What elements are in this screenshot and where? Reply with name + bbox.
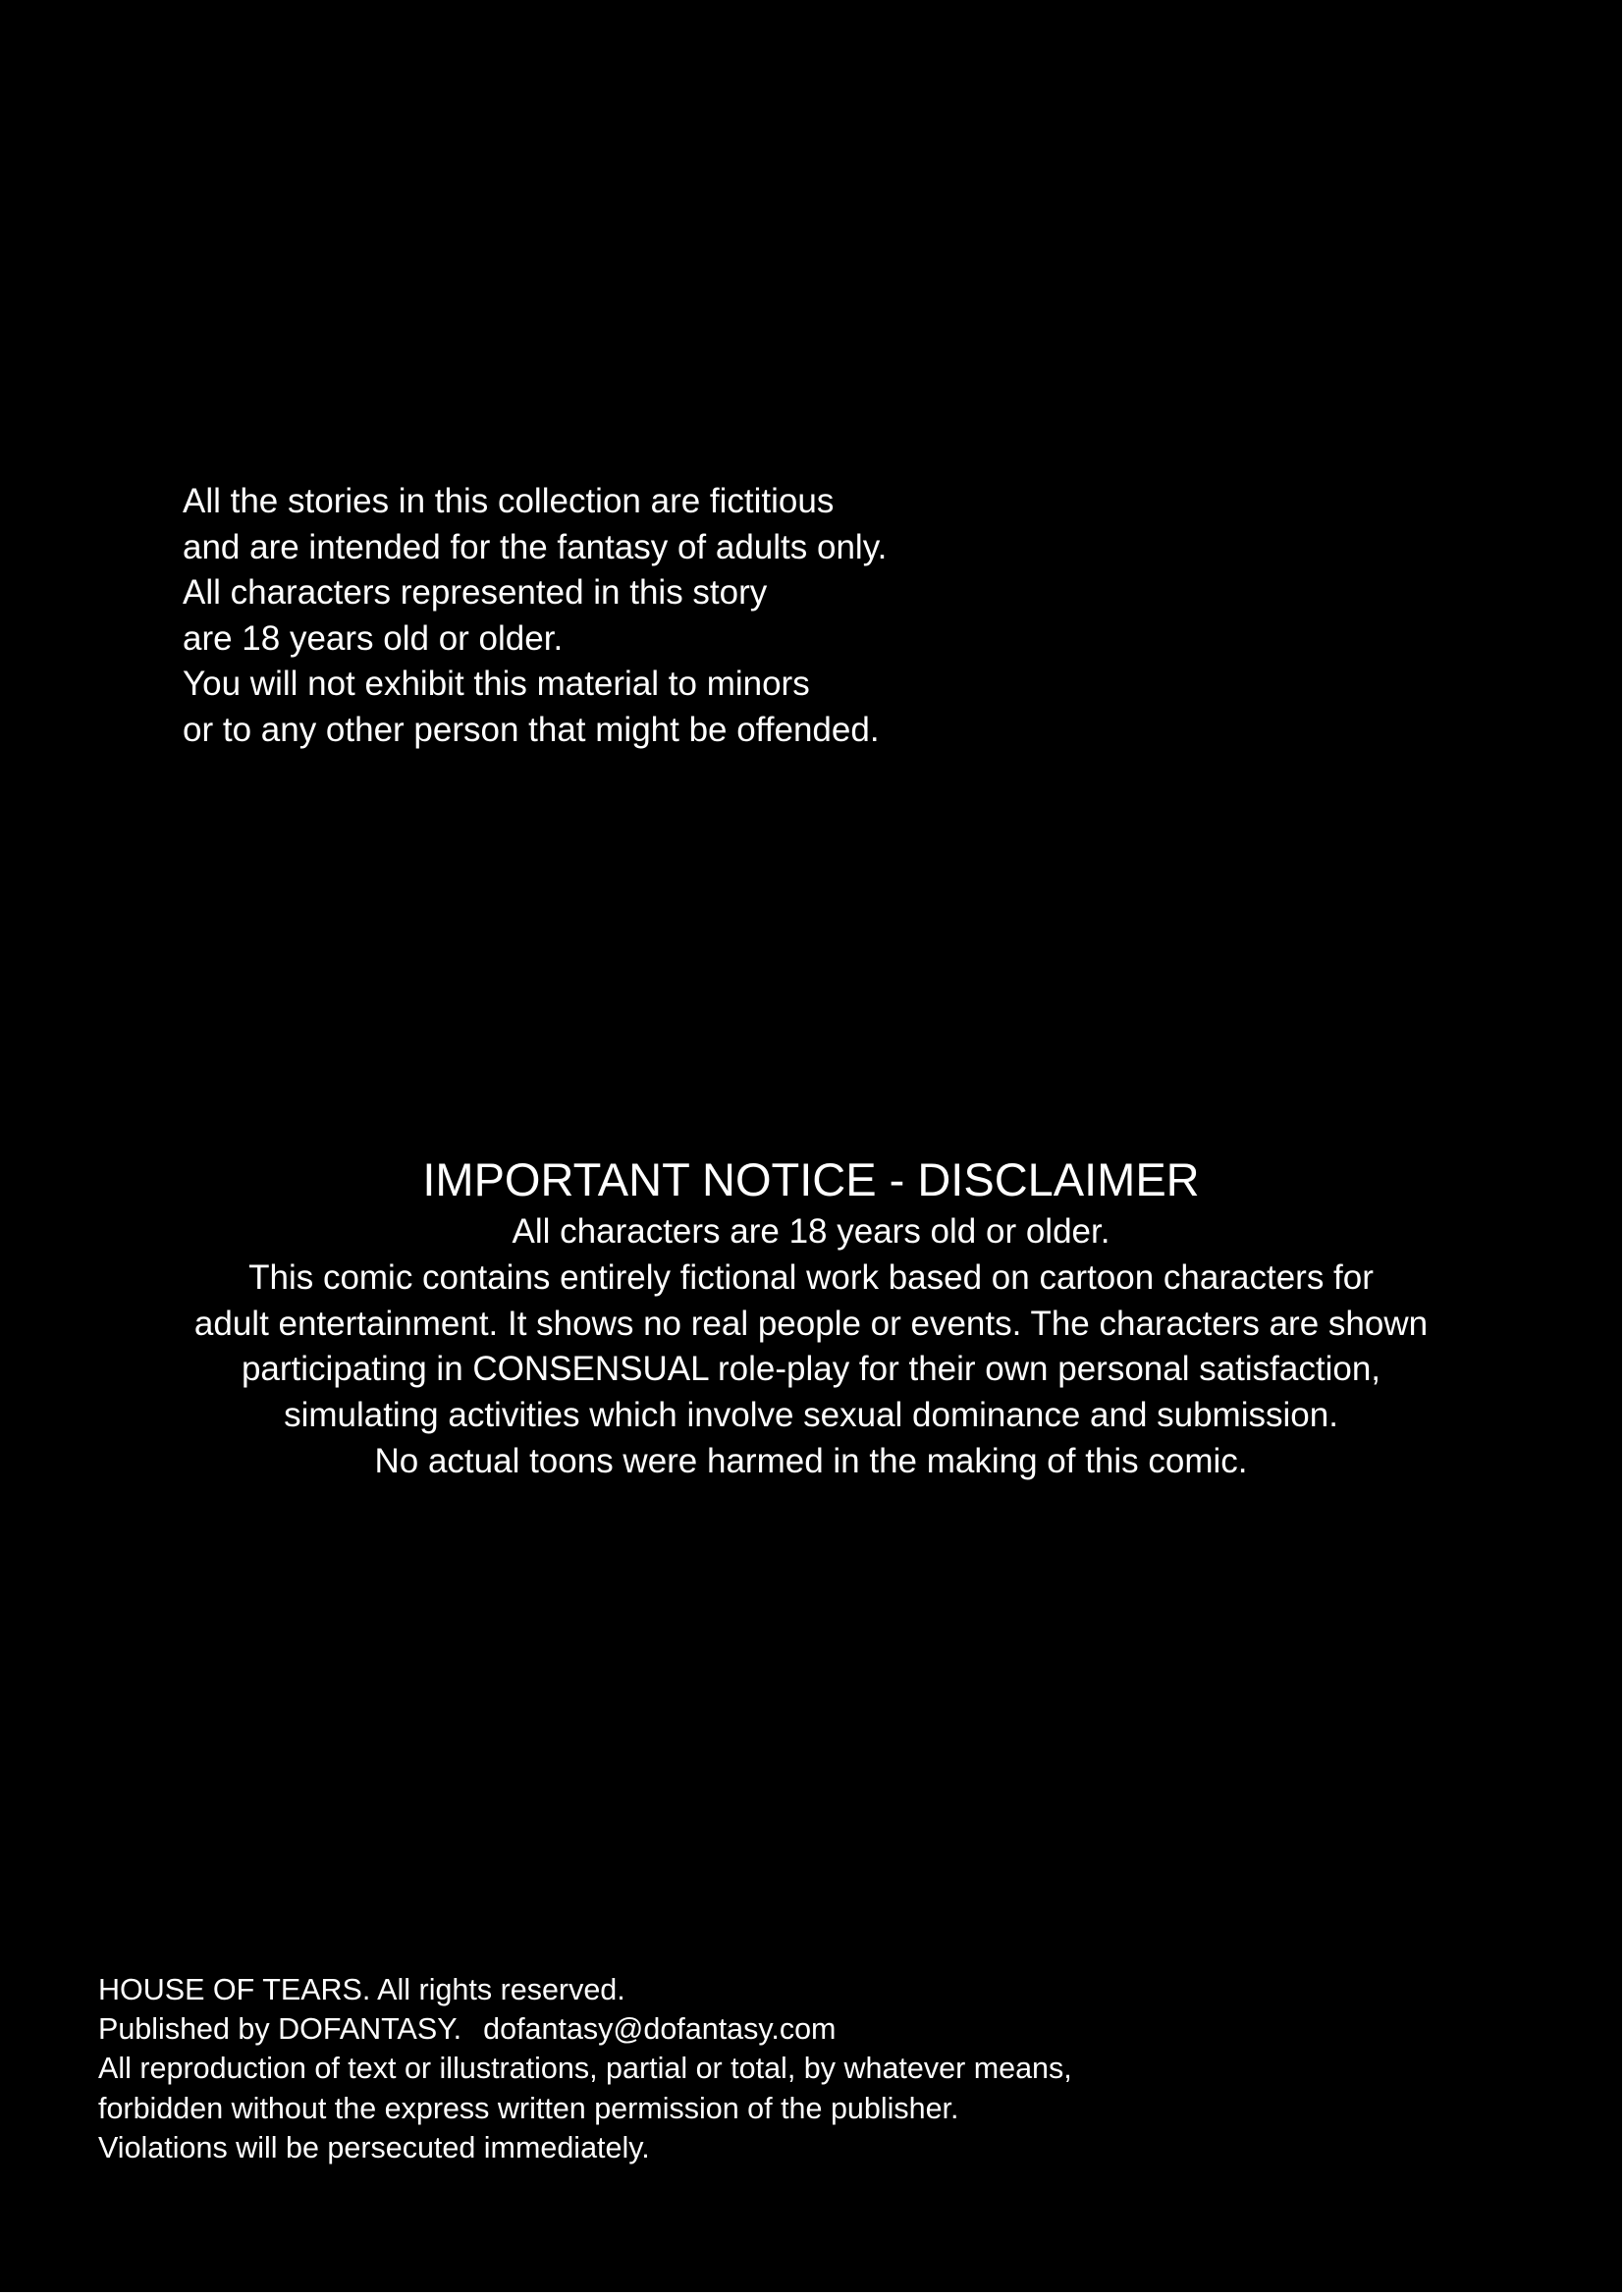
copyright-block (98, 1970, 1072, 2167)
disclaimer-line: simulating activities which involve sexual dominance and submission. (284, 1396, 1338, 1435)
disclaimer-line: All characters are 18 years old or older. (512, 1212, 1110, 1251)
intro-line: All characters represented in this story (183, 573, 768, 612)
intro-line: and are intended for the fantasy of adults only. (183, 527, 888, 566)
copyright-line: forbidden without the express written permission of the publisher. (98, 2091, 959, 2125)
intro-line: You will not exhibit this material to minors (183, 665, 810, 703)
intro-line: are 18 years old or older. (183, 618, 564, 658)
disclaimer-body (0, 1209, 1622, 1485)
publisher-email: dofantasy@dofantasy.com (483, 2012, 837, 2047)
copyright-title-line: HOUSE OF TEARS. All rights reserved. (98, 1973, 625, 2006)
fiction-warning-block (183, 479, 887, 753)
intro-line: or to any other person that might be offended. (183, 710, 880, 749)
disclaimer-line: participating in CONSENSUAL role-play for their own personal satisfaction, (241, 1350, 1381, 1389)
intro-line: All the stories in this collection are fictitious (183, 482, 835, 520)
publisher-name: Published by DOFANTASY. (98, 2012, 462, 2047)
disclaimer-line: No actual toons were harmed in the making of this comic. (374, 1441, 1248, 1480)
copyright-line: All reproduction of text or illustrations, partial or total, by whatever means, (98, 2052, 1072, 2086)
disclaimer-title: IMPORTANT NOTICE - DISCLAIMER (422, 1153, 1200, 1205)
disclaimer-line: This comic contains entirely fictional work based on cartoon characters for (248, 1257, 1374, 1297)
disclaimer-line: adult entertainment. It shows no real people or events. The characters are shown (193, 1304, 1429, 1343)
disclaimer-block (0, 1150, 1622, 1485)
copyright-line: Violations will be persecuted immediately. (98, 2130, 650, 2164)
publisher-line (98, 2009, 1072, 2049)
